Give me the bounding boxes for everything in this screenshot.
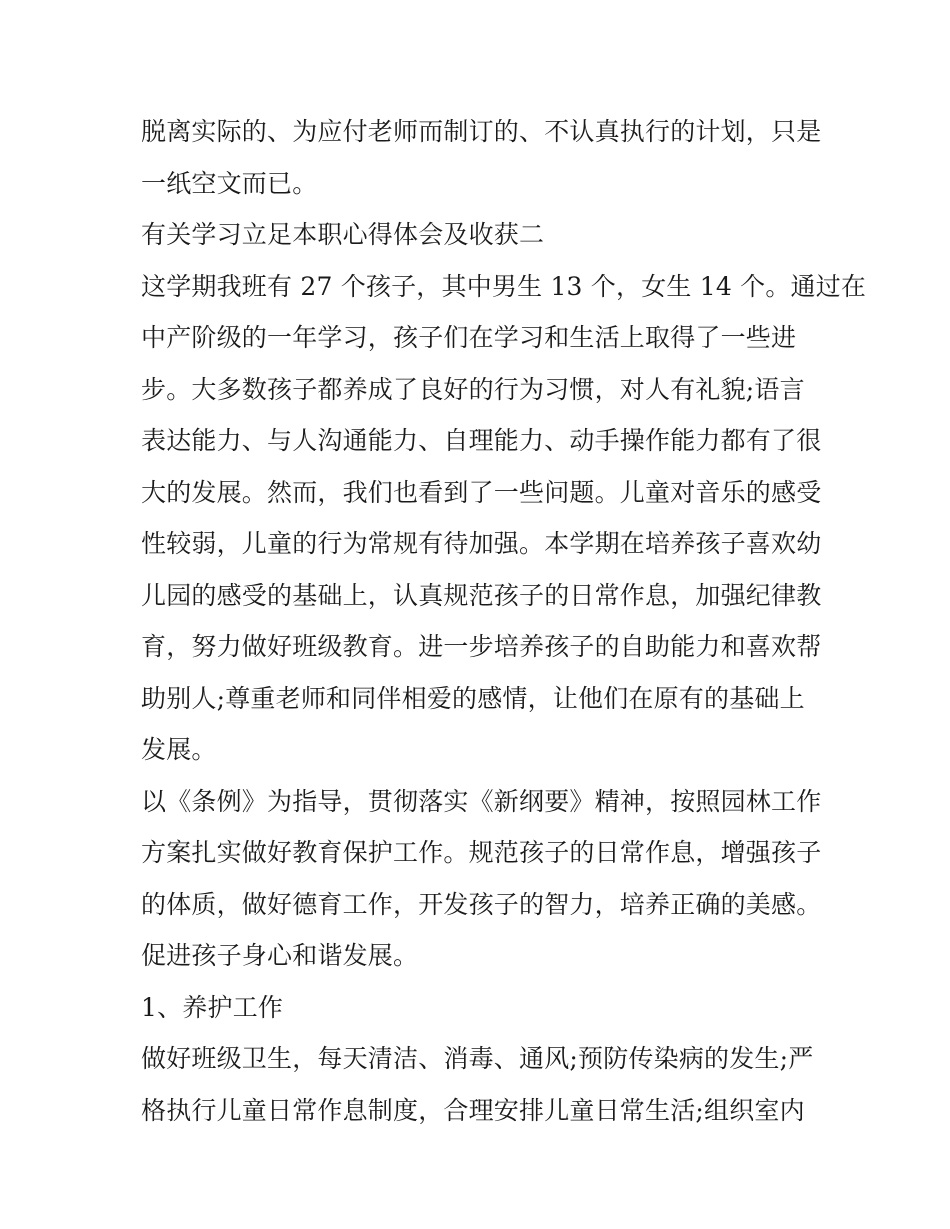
text-line: 表达能力、与人沟通能力、自理能力、动手操作能力都有了很 — [141, 426, 822, 455]
text-line: 育，努力做好班级教育。进一步培养孩子的自助能力和喜欢帮 — [141, 632, 822, 661]
text-line: 以《条例》为指导，贯彻落实《新纲要》精神，按照园林工作 — [141, 786, 822, 816]
text-line: 步。大多数孩子都养成了良好的行为习惯，对人有礼貌;语言 — [141, 374, 805, 404]
text-line: 儿园的感受的基础上，认真规范孩子的日常作息，加强纪律教 — [141, 580, 822, 610]
subsection-title: 1、养护工作 — [141, 992, 284, 1022]
text-line: 促进孩子身心和谐发展。 — [141, 941, 419, 970]
text-line: 性较弱，儿童的行为常规有待加强。本学期在培养孩子喜欢幼 — [141, 529, 822, 558]
text-line: 一纸空文而已。 — [141, 168, 318, 198]
section-title: 有关学习立足本职心得体会及收获二 — [141, 220, 545, 249]
text-line: 格执行儿童日常作息制度，合理安排儿童日常生活;组织室内 — [141, 1095, 805, 1125]
document-page — [141, 106, 867, 1136]
text-line: 方案扎实做好教育保护工作。规范孩子的日常作息，增强孩子 — [141, 838, 822, 867]
text-line: 发展。 — [141, 735, 217, 764]
text-line: 助别人;尊重老师和同伴相爱的感情，让他们在原有的基础上 — [141, 683, 805, 713]
text-line: 这学期我班有 27 个孩子，其中男生 13 个，女生 14 个。通过在 — [141, 271, 867, 301]
text-line: 大的发展。然而，我们也看到了一些问题。儿童对音乐的感受 — [141, 477, 822, 507]
text-line: 中产阶级的一年学习，孩子们在学习和生活上取得了一些进 — [141, 323, 797, 352]
text-line: 脱离实际的、为应付老师而制订的、不认真执行的计划，只是 — [141, 117, 822, 146]
text-line: 做好班级卫生，每天清洁、消毒、通风;预防传染病的发生;严 — [141, 1044, 814, 1073]
text-line: 的体质，做好德育工作，开发孩子的智力，培养正确的美感。 — [141, 889, 822, 919]
